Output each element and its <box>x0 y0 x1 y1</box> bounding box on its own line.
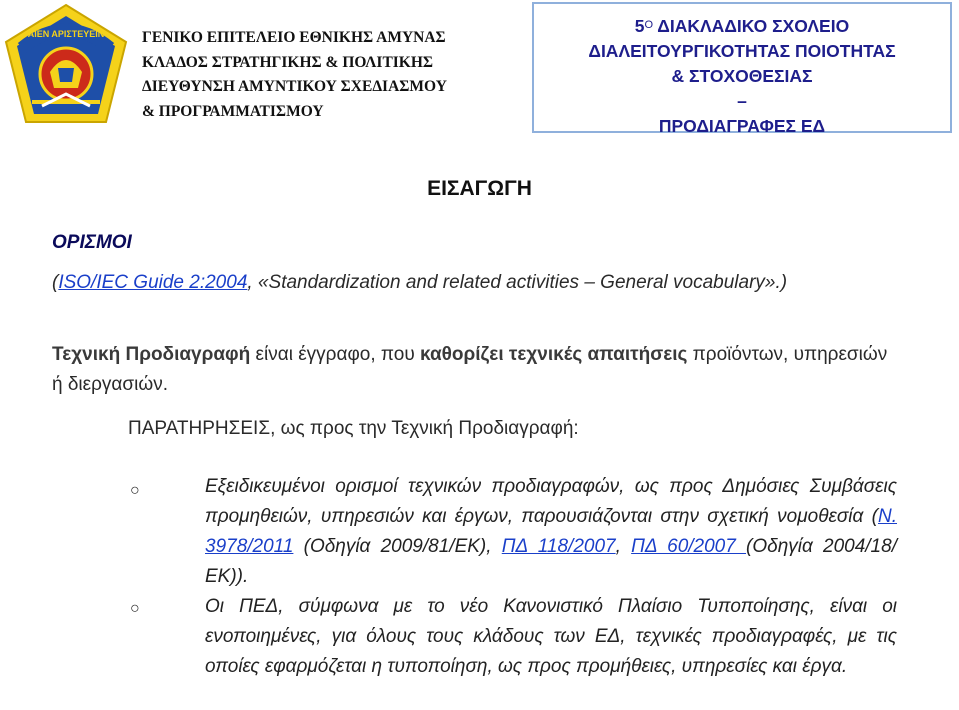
item1-text-3: , <box>615 536 632 557</box>
bullet-marker-1: ○ <box>130 482 140 499</box>
iso-reference <box>52 268 900 298</box>
list-item-ped: Οι ΠΕΔ, σύμφωνα με το νέο Κανονιστικό Πλαίσιο Τυποποίησης, είναι οι ενοποιημένες, για όλους τους κλάδους των ΕΔ, τεχνικές προδιαγραφές, με τις οποίες εφαρμόζεται η τυποποίηση, ως προς προμήθειες, υπηρεσίες και έργα. <box>205 596 897 677</box>
spec-mid: είναι έγγραφο, που <box>250 344 420 365</box>
org-line-4: & ΠΡΟΓΡΑΜΜΑΤΙΣΜΟΥ <box>142 102 324 120</box>
item1-text-4: (Οδηγία 2004/18/ΕΚ)). <box>205 536 897 587</box>
svg-text:ΑΙΕΝ ΑΡΙΣΤΕΥΕΙΝ: ΑΙΕΝ ΑΡΙΣΤΕΥΕΙΝ <box>27 29 105 39</box>
iso-open-paren: ( <box>52 272 59 293</box>
law-3978-link[interactable]: Ν. 3978/2011 <box>205 506 897 557</box>
section-heading-intro: ΕΙΣΑΓΩΓΗ <box>427 177 532 200</box>
emblem-logo <box>2 2 130 127</box>
org-line-2: ΚΛΑΔΟΣ ΣΤΡΑΤΗΓΙΚΗΣ & ΠΟΛΙΤΙΚΗΣ <box>142 53 434 71</box>
spec-end: προϊόντων, υπηρεσιών ή διεργασιών. <box>52 344 888 395</box>
list-item-legislation <box>205 472 897 592</box>
school-line-1-text: ΔΙΑΚΛΑΔΙΚΟ ΣΧΟΛΕΙΟ <box>653 16 850 36</box>
school-line-2: ΔΙΑΛΕΙΤΟΥΡΓΙΚΟΤΗΤΑΣ ΠΟΙΟΤΗΤΑΣ <box>588 41 896 61</box>
iso-guide-link[interactable]: ISO/IEC Guide 2:2004 <box>58 272 248 293</box>
item1-text: Εξειδικευμένοι ορισμοί τεχνικών προδιαγραφών, ως προς Δημόσιες Συμβάσεις προμηθειών, υπηρεσιών και έργων, παρουσιάζονται στην σχετική νομοθεσία ( <box>205 476 897 527</box>
school-ordinal: Ο <box>644 19 654 31</box>
notes-heading: ΠΑΡΑΤΗΡΗΣΕΙΣ, ως προς την Τεχνική Προδιαγραφή: <box>128 418 579 439</box>
org-line-3: ΔΙΕΥΘΥΝΣΗ ΑΜΥΝΤΙΚΟΥ ΣΧΕΔΙΑΣΜΟΥ <box>142 78 447 95</box>
spec-emphasis: καθορίζει τεχνικές απαιτήσεις <box>420 344 688 365</box>
pd-118-link[interactable]: ΠΔ 118/2007 <box>501 536 616 557</box>
spec-definition <box>52 340 900 400</box>
school-dash: – <box>737 91 747 111</box>
bullet-marker-2: ○ <box>130 600 140 617</box>
school-number: 5 <box>634 16 645 36</box>
item1-text-2: (Οδηγία 2009/81/ΕΚ), <box>293 536 502 557</box>
definitions-heading: ΟΡΙΣΜΟΙ <box>52 232 132 253</box>
school-line-4: ΠΡΟΔΙΑΓΡΑΦΕΣ ΕΔ <box>658 116 826 136</box>
pd-60-link[interactable]: ΠΔ 60/2007 <box>631 536 747 557</box>
school-title-box <box>532 2 952 136</box>
school-line-1 <box>534 14 950 39</box>
org-line-1: ΓΕΝΙΚΟ ΕΠΙΤΕΛΕΙΟ ΕΘΝΙΚΗΣ ΑΜΥΝΑΣ <box>142 29 446 46</box>
spec-term: Τεχνική Προδιαγραφή <box>52 344 251 365</box>
organization-header <box>142 26 502 124</box>
iso-reference-text: , «Standardization and related activities – General vocabulary».) <box>247 272 788 293</box>
school-line-3: & ΣΤΟΧΟΘΕΣΙΑΣ <box>671 66 813 86</box>
